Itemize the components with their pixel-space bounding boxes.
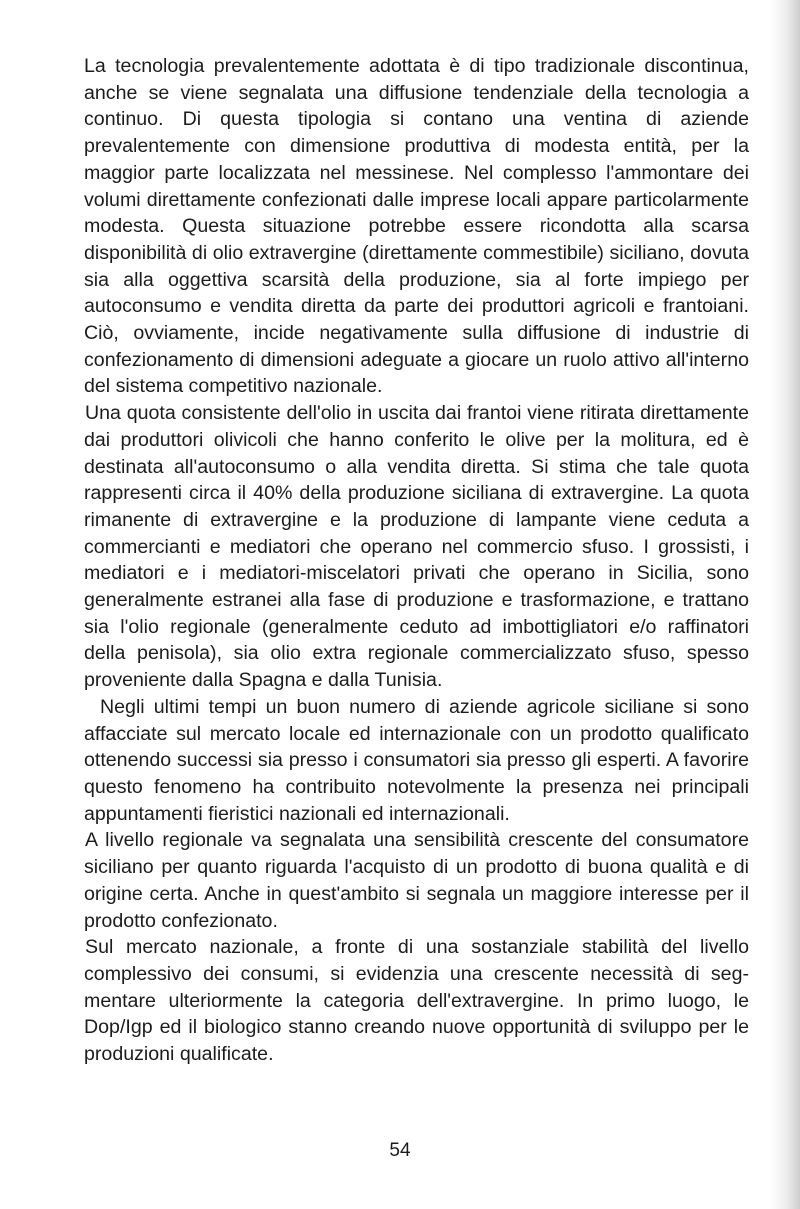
body-text — [84, 53, 749, 1068]
paragraph-3: Negli ultimi tempi un buon numero di aziende agricole siciliane si sono affacciate sul mercato locale ed internazionale con un prodotto qualificato ottenendo successi sia presso i consumatori sia presso gli esperti. A favorire questo fenomeno ha contribuito notevolmente la presenza nei principali appuntamenti fieristici nazionali ed internazionali. — [84, 695, 749, 825]
page-edge-shadow — [770, 0, 800, 1209]
page-number: 54 — [389, 1140, 411, 1161]
paragraph-4: A livello regionale va segnalata una sensibilità crescente del consumatore siciliano per quanto riguarda l'acquisto di un prodotto di buona qualità e di origine certa. Anche in quest'ambito si segnala un maggiore interesse per il prodotto confezionato. — [84, 829, 749, 932]
paragraph-2: Una quota consistente dell'olio in uscita dai frantoi viene ritirata direttamente dai produttori olivicoli che hanno conferito le olive per la molitura, ed è destinata all'autoconsumo o alla vendita diretta. Si stima che tale quota rappresenti circa il 40% della produzione siciliana di extravergine. La quota rimanente di extravergine e la produzione di lampante viene ceduta a commercianti e mediatori che operano nel commercio sfuso. I grossisti, i mediatori e i mediatori-miscelatori privati che operano in Sicilia, sono generalmente estranei alla fase di produzione e trasformazione, e trattano sia l'olio regionale (generalmente ceduto ad imbottigliatori e/o raffinatori della penisola), sia olio extra regionale commercializzato sfuso, spesso proveniente dalla Spagna e dalla Tunisia. — [84, 402, 749, 692]
paragraph-5: Sul mercato nazionale, a fronte di una sostanziale stabilità del livello complessivo dei consumi, si evidenzia una crescente necessità di segmentare ulteriormente la categoria dell'extravergine. In primo luogo, le Dop/Igp ed il biologico stanno creando nuove opportunità di sviluppo per le produzioni qualificate. — [84, 936, 749, 1066]
paragraph-1: La tecnologia prevalentemente adottata è di tipo tradizionale discontinua, anche se viene segnalata una diffusione tendenziale della tecnologia a continuo. Di questa tipologia si contano una ventina di aziende prevalentemente con dimensione produttiva di modesta entità, per la maggior parte localizzata nel messinese. Nel complesso l'ammontare dei volumi direttamente confezionati dalle imprese locali appare particolarmente modesta. Questa situazione potrebbe essere ricondotta alla scarsa disponibilità di olio extravergine (direttamente commestibile) siciliano, dovuta sia alla oggettiva scarsità della produzione, sia al forte impiego per autoconsumo e vendita diretta da parte dei produttori agricoli e frantoiani. Ciò, ovviamente, incide negativamente sulla diffusione di industrie di confezionamento di dimensioni adeguate a giocare un ruolo attivo all'interno del sistema competitivo nazionale. — [84, 55, 749, 398]
